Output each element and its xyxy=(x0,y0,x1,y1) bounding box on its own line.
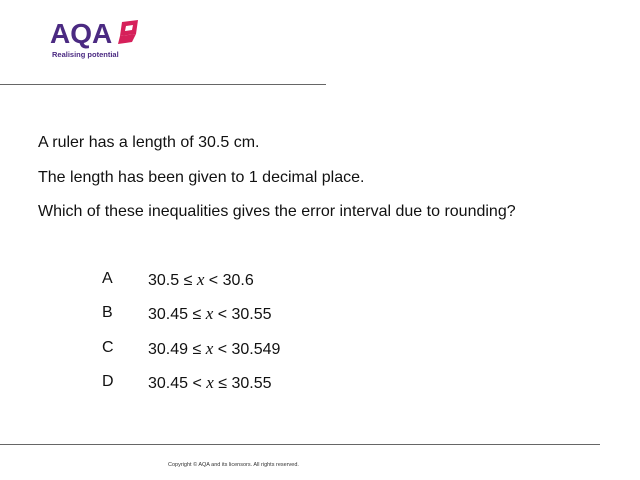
option-upper-bound: ≤ 30.55 xyxy=(213,375,272,392)
option-inequality xyxy=(148,373,272,393)
variable-x: x xyxy=(206,373,214,392)
option-upper-bound: < 30.6 xyxy=(204,272,254,289)
option-lower-bound: 30.45 ≤ xyxy=(148,306,206,323)
logo-wordmark: AQA xyxy=(50,18,113,49)
option-upper-bound: < 30.55 xyxy=(213,306,272,323)
option-upper-bound: < 30.549 xyxy=(213,341,281,358)
option-lower-bound: 30.45 < xyxy=(148,375,207,392)
question-line-1: A ruler has a length of 30.5 cm. xyxy=(38,134,260,151)
option-letter: C xyxy=(102,339,114,356)
option-letter: B xyxy=(102,304,113,321)
variable-x: x xyxy=(196,270,205,289)
option-lower-bound: 30.49 ≤ xyxy=(148,341,206,358)
option-lower-bound: 30.5 ≤ xyxy=(148,272,197,289)
question-line-2: The length has been given to 1 decimal place. xyxy=(38,169,365,186)
option-letter: D xyxy=(102,373,114,390)
variable-x: x xyxy=(205,304,214,323)
option-letter: A xyxy=(102,270,113,287)
option-inequality xyxy=(148,304,272,324)
question-line-3: Which of these inequalities gives the error interval due to rounding? xyxy=(38,203,516,220)
option-inequality xyxy=(148,339,280,359)
logo-tagline: Realising potential xyxy=(52,50,119,59)
bottom-divider xyxy=(0,444,600,445)
copyright-notice: Copyright © AQA and its licensors. All rights reserved. xyxy=(168,462,299,468)
variable-x: x xyxy=(205,339,214,358)
top-divider xyxy=(0,84,326,85)
logo-mark-icon xyxy=(118,20,140,44)
option-inequality xyxy=(148,270,254,290)
aqa-logo xyxy=(50,18,150,62)
